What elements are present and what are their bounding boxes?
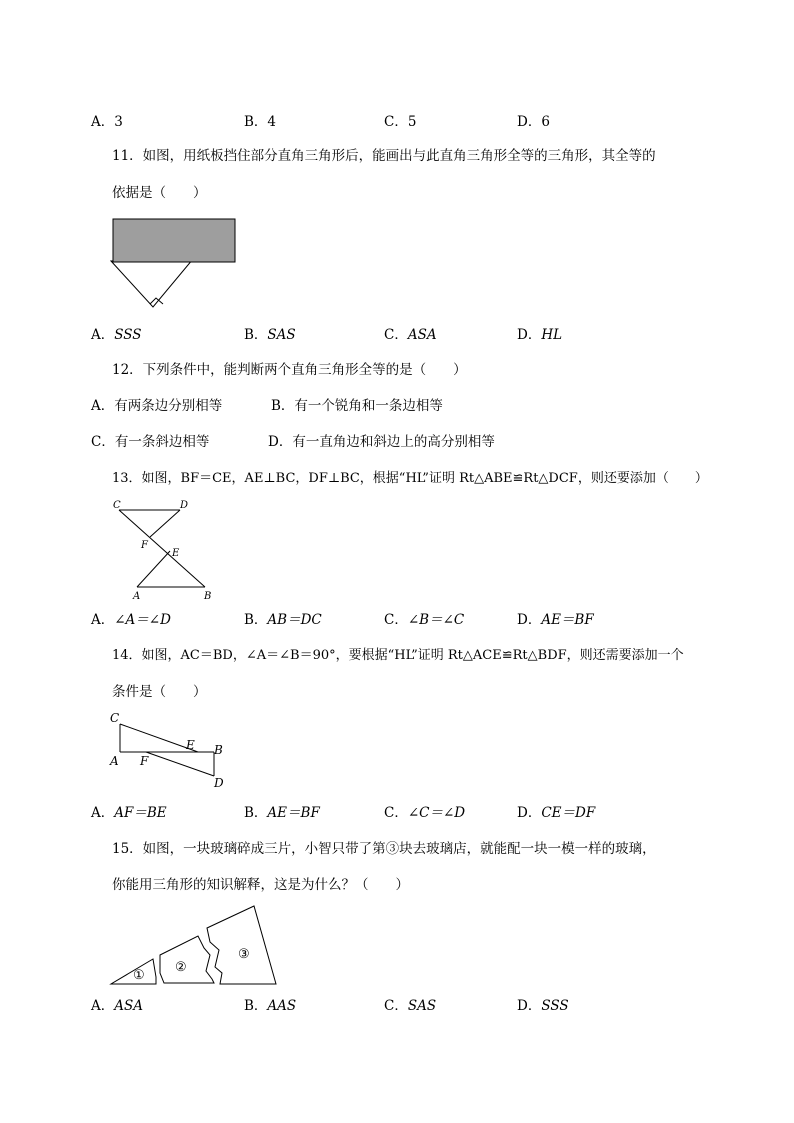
q13-label-a: A [133,591,141,602]
q14-stem-line2: 条件是（ ） [112,684,207,700]
q11-option-a: A．SSS [91,327,142,343]
q14-option-d: D．CE＝DF [517,805,596,821]
q14-label-e: E [186,738,195,752]
q10-option-a: A．3 [91,114,123,130]
q14-option-c: C．∠C＝∠D [384,805,466,821]
q14-options [91,804,711,822]
q14-stem-line1: 14．如图，AC＝BD，∠A＝∠B＝90°，要根据“HL”证明 Rt△ACE≌Rt△BDF，则还需要添加一个 [112,648,684,663]
q13-label-b: B [204,591,212,602]
q15-figure [108,903,283,989]
q10-options [91,113,711,131]
q14-label-d: D [214,776,224,790]
q14-label-a: A [110,754,119,768]
q14-segment-fd [146,752,214,776]
q14-label-f: F [140,754,149,768]
q13-option-d: D．AE＝BF [517,612,594,628]
q11-right-triangle [111,259,193,307]
q10-option-c: C．5 [384,114,417,130]
q13-stem: 13．如图，BF＝CE，AE⊥BC，DF⊥BC，根据“HL”证明 Rt△ABE≌Rt△DCF，则还要添加（ ） [112,471,708,486]
q12-stem: 12．下列条件中，能判断两个直角三角形全等的是（ ） [112,362,467,378]
q14-label-c: C [110,711,120,725]
q11-stem-line1: 11．如图，用纸板挡住部分直角三角形后，能画出与此直角三角形全等的三角形，其全等的 [112,148,656,164]
q13-label-c: C [113,500,121,511]
q13-option-c: C．∠B＝∠C [384,612,465,628]
q11-cardboard [113,219,235,262]
q13-label-f: F [141,540,148,551]
q13-option-a: A．∠A＝∠D [91,612,171,628]
q14-option-b: B．AE＝BF [244,805,320,821]
q15-piece-label-1: ① [133,968,145,983]
q12-option-c: C．有一条斜边相等 [91,434,210,450]
q13-segment-df [150,510,180,537]
q13-figure [108,496,218,604]
q13-label-d: D [180,500,189,511]
q15-piece-label-2: ② [175,960,187,975]
q15-option-b: B．AAS [244,998,297,1014]
q12-option-a: A．有两条边分别相等 [91,398,223,414]
q11-option-b: B．SAS [244,327,296,343]
q15-piece-label-3: ③ [238,947,250,962]
q13-segment-cb [119,510,205,587]
q13-segment-ea [137,551,170,587]
q13-options [91,611,711,629]
q15-options [91,997,711,1015]
q13-option-b: B．AB＝DC [244,612,322,628]
q10-option-d: D．6 [517,114,550,130]
q10-option-b: B．4 [244,114,277,130]
q15-glass-piece-3 [207,906,276,984]
q14-label-b: B [214,743,223,757]
q13-label-e: E [172,548,180,559]
q14-figure [106,708,231,792]
q11-option-d: D．HL [517,327,563,343]
q12-option-b: B．有一个锐角和一条边相等 [271,398,443,414]
q14-option-a: A．AF＝BE [91,805,167,821]
q11-options [91,326,711,344]
q15-stem-line1: 15．如图，一块玻璃碎成三片，小智只带了第③块去玻璃店，就能配一块一模一样的玻璃， [112,841,656,857]
q15-stem-line2: 你能用三角形的知识解释，这是为什么？（ ） [112,877,409,893]
q11-figure [108,216,240,308]
q11-option-c: C．ASA [384,327,437,343]
q15-option-c: C．SAS [384,998,437,1014]
q15-glass-piece-2 [160,936,214,983]
q11-stem-line2: 依据是（ ） [112,185,207,201]
q12-option-d: D．有一直角边和斜边上的高分别相等 [268,434,495,450]
q15-option-d: D．SSS [517,998,569,1014]
q15-option-a: A．ASA [91,998,143,1014]
